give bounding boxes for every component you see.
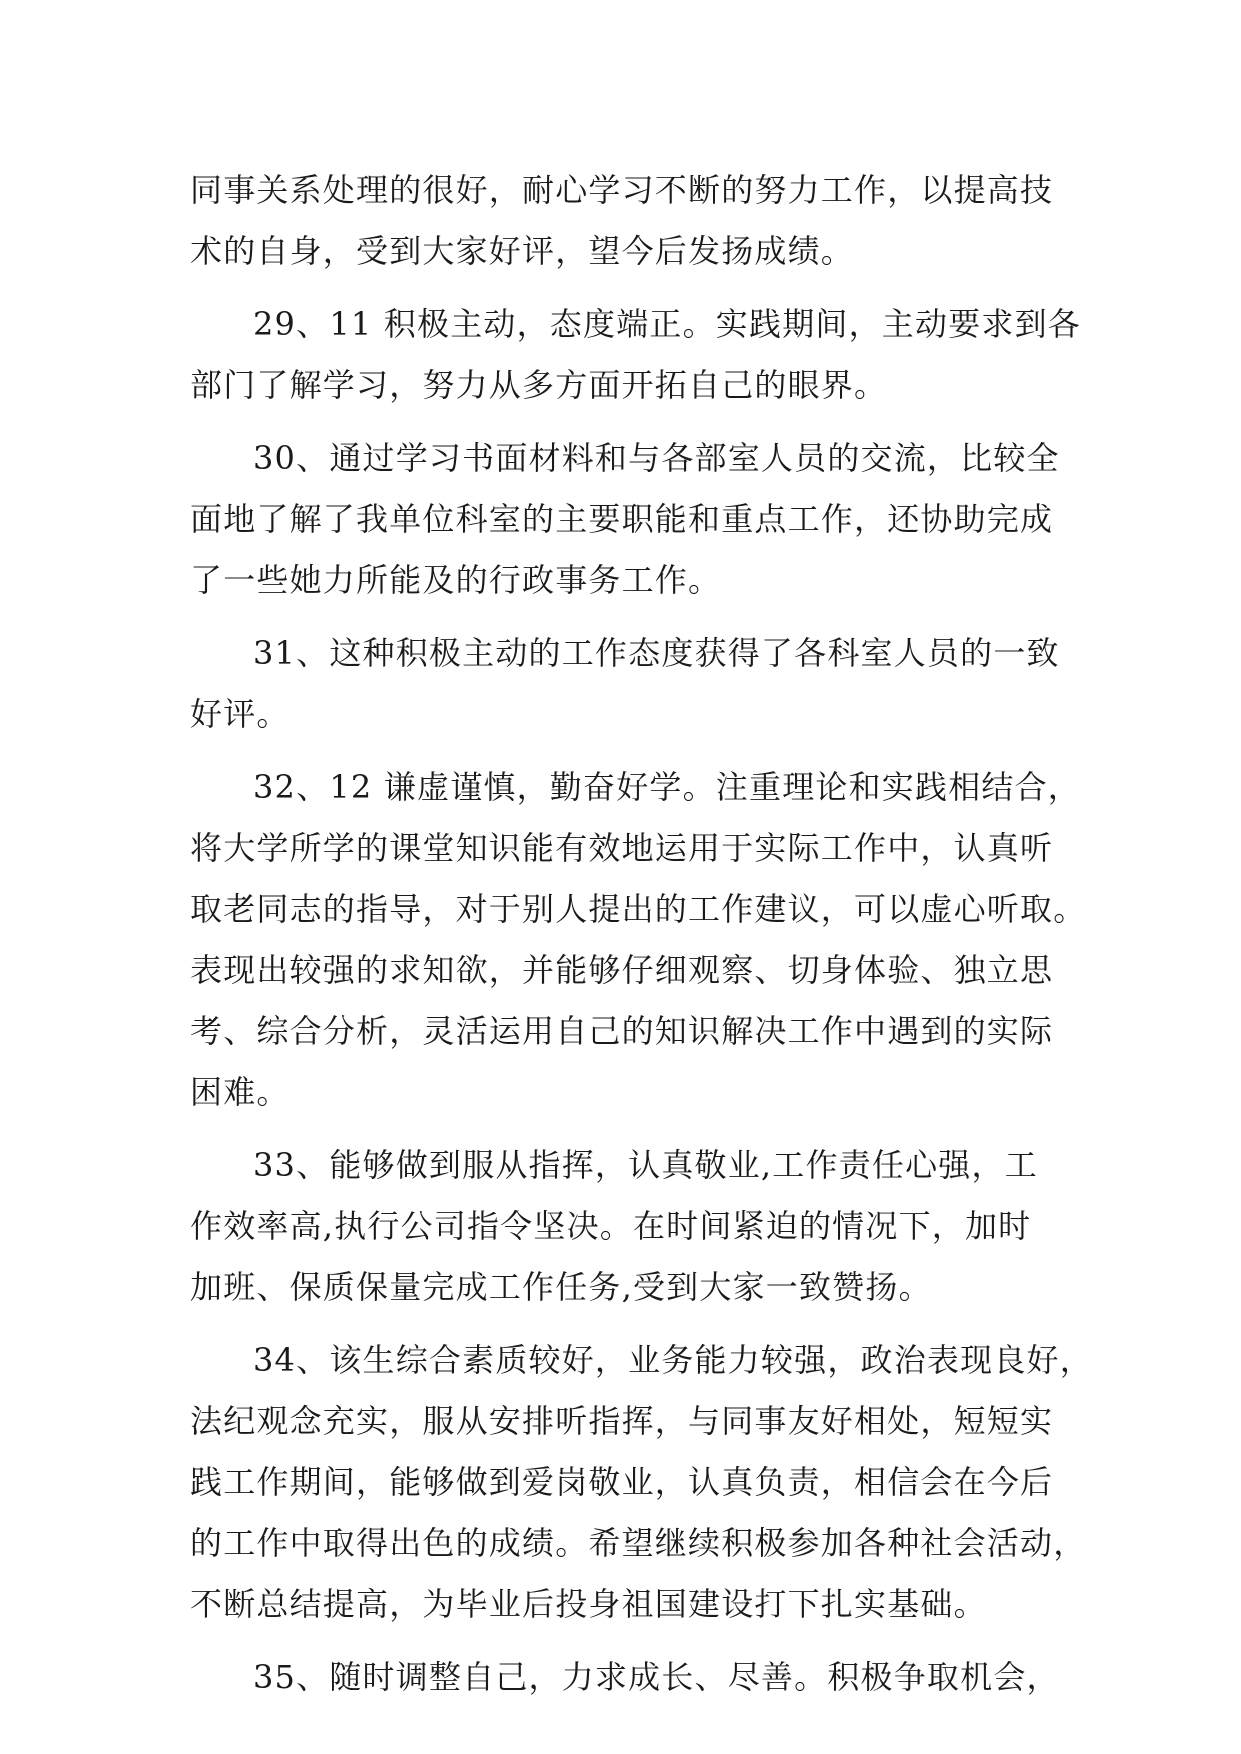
text-line: 部门了解学习，努力从多方面开拓自己的眼界。 — [190, 366, 888, 404]
text-line: 法纪观念充实，服从安排听指挥，与同事友好相处，短短实 — [190, 1402, 1054, 1440]
paragraph-34-start: 34、该生综合素质较好，业务能力较强，政治表现良好， — [253, 1341, 1093, 1379]
text-line: 同事关系处理的很好，耐心学习不断的努力工作，以提高技 — [190, 171, 1054, 209]
text-line: 取老同志的指导，对于别人提出的工作建议，可以虚心听取。 — [190, 890, 1087, 928]
text-line: 了一些她力所能及的行政事务工作。 — [190, 561, 722, 599]
text-line: 作效率高,执行公司指令坚决。在时间紧迫的情况下，加时 — [190, 1207, 1032, 1245]
text-line: 表现出较强的求知欲，并能够仔细观察、切身体验、独立思 — [190, 951, 1054, 989]
text-line: 的工作中取得出色的成绩。希望继续积极参加各种社会活动， — [190, 1524, 1087, 1562]
text-line: 好评。 — [190, 695, 290, 733]
paragraph-32-start: 32、12 谦虚谨慎，勤奋好学。注重理论和实践相结合， — [253, 768, 1082, 806]
text-line: 践工作期间，能够做到爱岗敬业，认真负责，相信会在今后 — [190, 1463, 1054, 1501]
text-line: 面地了解了我单位科室的主要职能和重点工作，还协助完成 — [190, 500, 1054, 538]
paragraph-30-start: 30、通过学习书面材料和与各部室人员的交流，比较全 — [253, 439, 1060, 477]
text-line: 考、综合分析，灵活运用自己的知识解决工作中遇到的实际 — [190, 1012, 1054, 1050]
paragraph-29-start: 29、11 积极主动，态度端正。实践期间，主动要求到各 — [253, 305, 1082, 343]
text-line: 术的自身，受到大家好评，望今后发扬成绩。 — [190, 232, 855, 270]
body-text — [190, 160, 1093, 1708]
text-line: 不断总结提高，为毕业后投身祖国建设打下扎实基础。 — [190, 1585, 987, 1623]
paragraph-35-start: 35、随时调整自己，力求成长、尽善。积极争取机会， — [253, 1658, 1060, 1696]
paragraph-31-start: 31、这种积极主动的工作态度获得了各科室人员的一致 — [253, 634, 1060, 672]
text-line: 将大学所学的课堂知识能有效地运用于实际工作中，认真听 — [190, 829, 1054, 867]
text-line: 加班、保质保量完成工作任务,受到大家一致赞扬。 — [190, 1268, 932, 1306]
text-line: 困难。 — [190, 1073, 290, 1111]
paragraph-33-start: 33、能够做到服从指挥，认真敬业,工作责任心强，工 — [253, 1146, 1038, 1184]
